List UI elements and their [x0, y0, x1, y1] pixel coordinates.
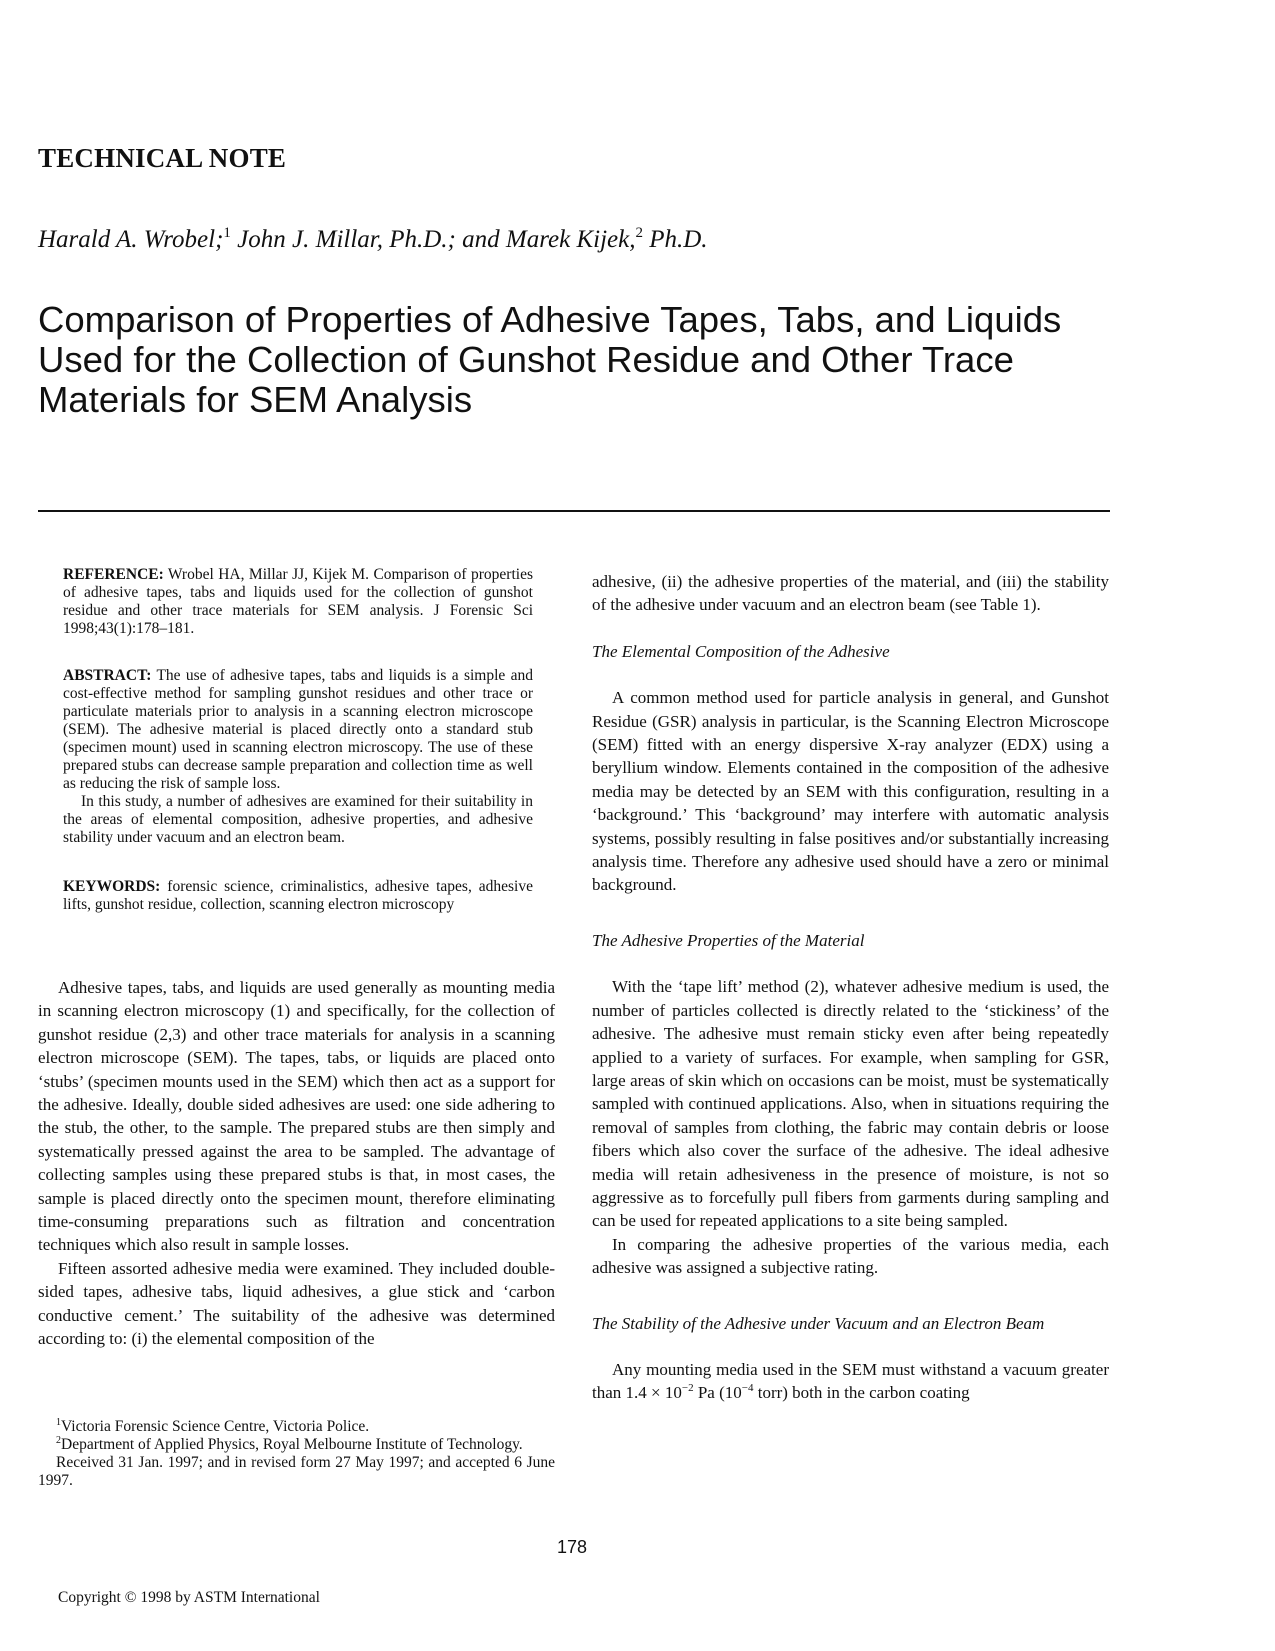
body-paragraph-continued: adhesive, (ii) the adhesive properties of the material, and (iii) the stability of the adhesive under vacuum and an electron beam (see Table 1).: [592, 572, 1109, 615]
reference-label: REFERENCE:: [63, 566, 164, 583]
footnote-2: [38, 1436, 555, 1454]
abstract-block: [63, 667, 533, 847]
left-column-body: [38, 976, 555, 1351]
footnote-1-text: Victoria Forensic Science Centre, Victoria Police.: [61, 1418, 370, 1435]
body-paragraph-1: Adhesive tapes, tabs, and liquids are used generally as mounting media in scanning electron microscopy (1) and specifically, for the collection of gunshot residue (2,3) and other trace materials for analysis in a scanning electron microscope (SEM). The tapes, tabs, or liquids are placed onto ‘stubs’ (specimen mounts used in the SEM) which then act as a support for the adhesive. Ideally, double sided adhesives are used: one side adhering to the stub, the other, to the sample. The prepared stubs are then simply and systematically pressed against the area to be sampled. The advantage of collecting samples using these prepared stubs is that, in most cases, the sample is placed directly onto the specimen mount, therefore eliminating time-consuming preparations such as filtration and concentration techniques which also result in sample losses.: [38, 978, 555, 1255]
author-1: Harald A. Wrobel;: [38, 226, 224, 253]
keywords-block: [63, 878, 533, 914]
body-paragraph-adhesive-2: In comparing the adhesive properties of the various media, each adhesive was assigned a subjective rating.: [592, 1234, 1109, 1278]
section-label: TECHNICAL NOTE: [38, 143, 287, 173]
keywords-label: KEYWORDS:: [63, 878, 161, 895]
footnote-2-mark: 2: [56, 1435, 61, 1446]
exponent-2: −4: [741, 1382, 754, 1395]
author-2-3: John J. Millar, Ph.D.; and Marek Kijek,: [230, 226, 636, 253]
affiliation-mark-1: 1: [223, 225, 231, 241]
subheading-stability: The Stability of the Adhesive under Vacuum and an Electron Beam: [592, 1313, 1045, 1333]
body-paragraph-elemental: A common method used for particle analysis in general, and Gunshot Residue (GSR) analysis in particular, is the Scanning Electron Microscope (SEM) fitted with an energy dispersive X-ray analyzer (EDX) using a beryllium window. Elements contained in the composition of the adhesive media may be detected by an SEM with this configuration, resulting in a ‘background.’ This ‘background’ may interfere with automatic analysis systems, possibly resulting in false positives and/or substantially increasing analysis time. Therefore any adhesive used should have a zero or minimal background.: [592, 688, 1109, 895]
affiliation-mark-2: 2: [635, 225, 643, 241]
stability-text-c: torr) both in the carbon coating: [753, 1383, 970, 1403]
page-number: 178: [557, 1537, 588, 1557]
body-paragraph-stability: [592, 1358, 1109, 1405]
copyright-notice: Copyright © 1998 by ASTM International: [58, 1589, 320, 1606]
subheading-elemental-composition: The Elemental Composition of the Adhesive: [592, 641, 890, 661]
footnote-1-mark: 1: [56, 1417, 61, 1428]
stability-text-a: Any mounting media used in the SEM must withstand a vacuum greater than 1.4 × 10: [592, 1359, 1109, 1403]
stability-text-b: Pa (10: [693, 1383, 742, 1403]
footnote-1: [38, 1418, 555, 1436]
footnote-2-text: Department of Applied Physics, Royal Melbourne Institute of Technology.: [61, 1436, 523, 1453]
header-divider: [38, 510, 1110, 512]
paper-title: Comparison of Properties of Adhesive Tapes, Tabs, and Liquids Used for the Collection of Gunshot Residue and Other Trace Materials for SEM Analysis: [38, 299, 1062, 420]
footnotes: [38, 1418, 555, 1490]
body-paragraph-2: Fifteen assorted adhesive media were examined. They included double-sided tapes, adhesive tabs, liquid adhesives, a glue stick and ‘carbon conductive cement.’ The suitability of the adhesive was determined according to: (i) the elemental composition of the: [38, 1258, 555, 1349]
exponent-1: −2: [681, 1382, 694, 1395]
subheading-adhesive-properties: The Adhesive Properties of the Material: [592, 930, 865, 950]
abstract-paragraph-2: In this study, a number of adhesives are examined for their suitability in the areas of elemental composition, adhesive properties, and adhesive stability under vacuum and an electron beam.: [63, 793, 533, 846]
body-paragraph-adhesive-1: With the ‘tape lift’ method (2), whatever adhesive medium is used, the number of particles collected is directly related to the ‘stickiness’ of the adhesive. The adhesive must remain sticky even after being repeatedly applied to a variety of surfaces. For example, when sampling for GSR, large areas of skin which on occasions can be moist, must be systematically sampled with continued applications. Also, when in situations requiring the removal of samples from clothing, the fabric may contain debris or loose fibers which also cover the surface of the adhesive. The ideal adhesive media will retain adhesiveness in the presence of moisture, is not so aggressive as to forcefully pull fibers from garments during sampling and can be used for repeated applications to a site being sampled.: [592, 977, 1109, 1231]
received-dates: Received 31 Jan. 1997; and in revised form 27 May 1997; and accepted 6 June 1997.: [38, 1454, 555, 1489]
right-column-body: [592, 570, 1109, 1405]
author-3-degree: Ph.D.: [642, 226, 708, 253]
reference-block: [63, 566, 533, 638]
abstract-label: ABSTRACT:: [63, 667, 152, 684]
abstract-text-1: The use of adhesive tapes, tabs and liquids is a simple and cost-effective method for sampling gunshot residues and other trace or particulate materials prior to analysis in a scanning electron microscope (SEM). The adhesive material is placed directly onto a standard stub (specimen mount) used in scanning electron microscopy. The use of these prepared stubs can decrease sample preparation and collection time as well as reducing the risk of sample loss.: [63, 667, 533, 792]
keywords-text: forensic science, criminalistics, adhesive tapes, adhesive lifts, gunshot residue, collection, scanning electron microscopy: [63, 878, 533, 913]
author-list: [38, 226, 708, 254]
reference-text: Wrobel HA, Millar JJ, Kijek M. Comparison of properties of adhesive tapes, tabs and liquids used for the collection of gunshot residue and other trace materials for SEM analysis. J Forensic Sci 1998;43(1):178–181.: [63, 566, 533, 637]
abstract-paragraph-1: [63, 667, 533, 793]
